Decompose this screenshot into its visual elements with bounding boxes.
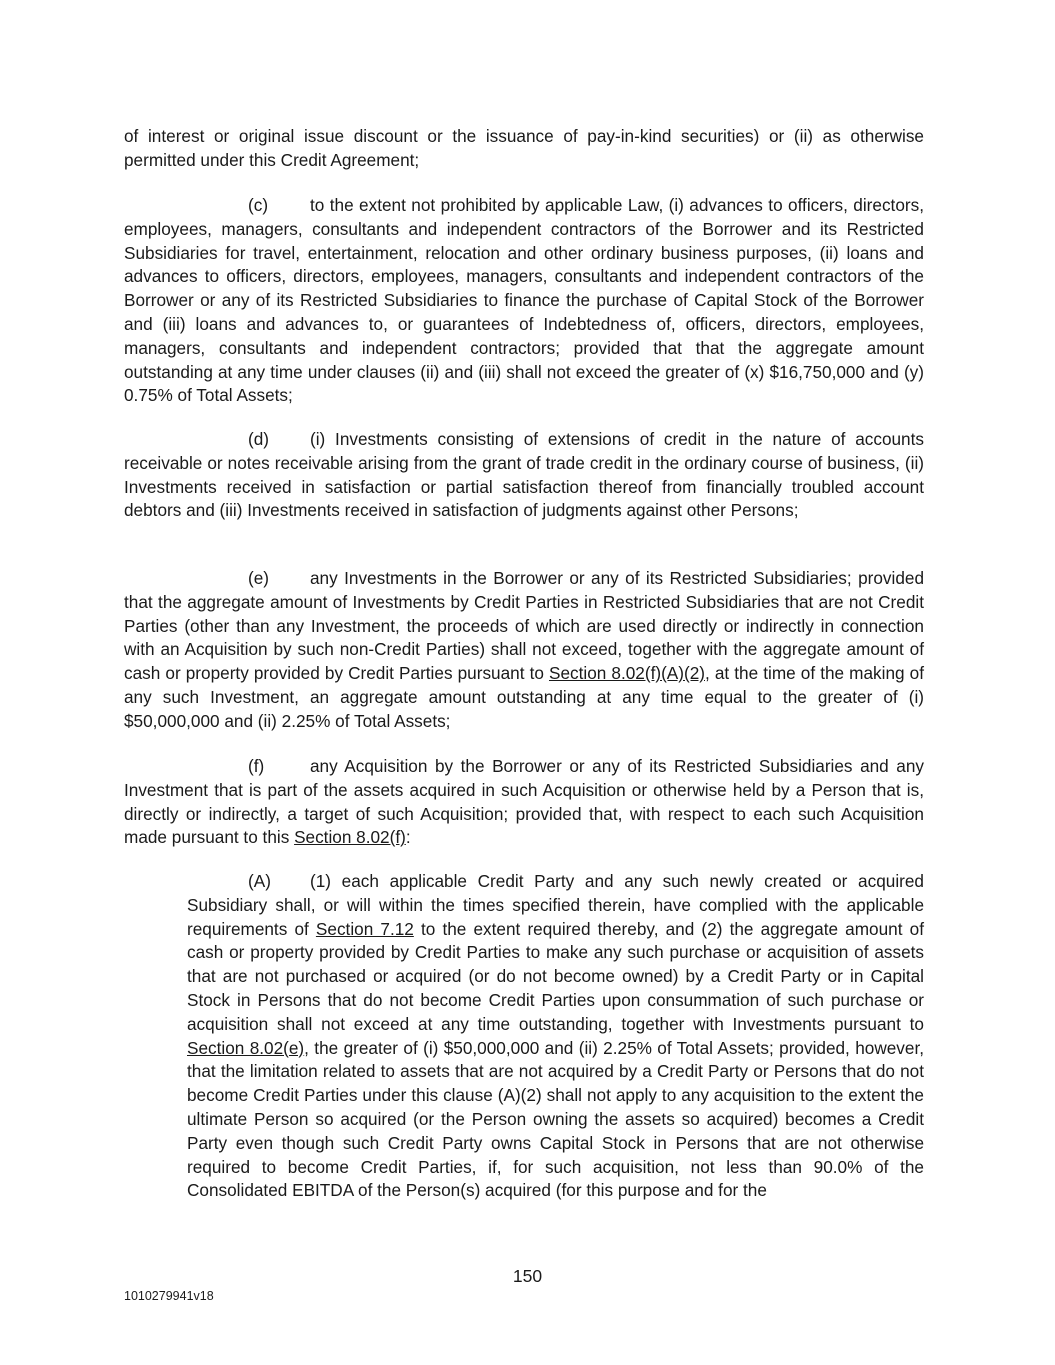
clause-text: any Acquisition by the Borrower or any of its Restricted Subsidiaries and any Investment that is part of the assets acquired in such Acquisition or otherwise held by a Person that is, directly or indirectly, a target of such Acquisition; provided that, with respect to each such Acquisition made pursuant to this (124, 756, 924, 848)
section-reference: Section 8.02(f) (294, 827, 406, 848)
clause-text: , the greater of (i) $50,000,000 and (ii) 2.25% of Total Assets; provided, however, that the limitation related to assets that are not acquired by a Credit Party or Persons that do not become Credit Parties under this clause (A)(2) shall not apply to any acquisition to the extent the ultimate Person so acquired (or the Person owning the assets so acquired) becomes a Credit Party even though such Credit Party owns Capital Stock in Persons that are not otherwise required to become Credit Parties, if, for such acquisition, not less than 90.0% of the Consolidated EBITDA of the Person(s) acquired (for this purpose and for the (187, 1037, 924, 1201)
clause-d (124, 428, 924, 523)
clause-text: any Investments in the Borrower or any of its Restricted Subsidiaries; provided that the aggregate amount of Investments by Credit Parties in Restricted Subsidiaries that are not Credit Parties (other than any Investment, the proceeds of which are used directly or indirectly in connection with an Acquisition by such non-Credit Parties) shall not exceed, together with the aggregate amount of cash or property provided by Credit Parties pursuant to (124, 568, 924, 684)
section-reference: Section 7.12 (315, 918, 414, 939)
paragraph-continuation (124, 125, 924, 173)
subclause-A (187, 870, 924, 1203)
clause-label: (d) (248, 429, 270, 449)
clause-e (124, 567, 924, 734)
clause-text: : (405, 827, 411, 848)
clause-text: to the extent not prohibited by applicable Law, (i) advances to officers, directors, employees, managers, consultants and independent contractors of the Borrower and its Restricted Subsidiaries for travel, entertainment, relocation and other ordinary business purposes, (ii) loans and advances to officers, directors, employees, managers, consultants and independent contractors of the Borrower or any of its Restricted Subsidiaries to finance the purchase of Capital Stock of the Borrower and (iii) loans and advances to, or guarantees of Indebtedness of, officers, directors, employees, managers, consultants and independent contractors; provided that that the aggregate amount outstanding at any time under clauses (ii) and (iii) shall not exceed the greater of (x) $16,750,000 and (y) 0.75% of Total Assets; (124, 195, 924, 406)
clause-text: (1) each applicable Credit Party and any such newly created or acquired Subsidiary shall, or will within the times specified therein, have complied with the applicable requirements of (187, 871, 924, 939)
clause-text: to the extent required thereby, and (2) the aggregate amount of cash or property provided by Credit Parties to make any such purchase or acquisition of assets that are not purchased or acquired (or do not become owned) by a Credit Party or in Capital Stock in Persons that do not become Credit Parties upon consummation of such purchase or acquisition shall not exceed at any time outstanding, together with Investments pursuant to (187, 918, 924, 1034)
clause-text: , at the time of the making of any such Investment, an aggregate amount outstanding at any time equal to the greater of (i) $50,000,000 and (ii) 2.25% of Total Assets; (124, 663, 924, 731)
section-reference: Section 8.02(e) (187, 1037, 305, 1058)
page-number: 150 (512, 1266, 543, 1286)
clause-label: (c) (248, 195, 269, 215)
clause-label: (e) (248, 568, 270, 588)
document-id: 1010279941v18 (124, 1289, 214, 1303)
clause-f (124, 755, 924, 850)
section-reference: Section 8.02(f)(A)(2) (549, 663, 705, 684)
clause-c (124, 194, 924, 408)
paragraph-text: of interest or original issue discount or the issuance of pay-in-kind securities) or (ii) as otherwise permitted under this Credit Agreement; (124, 126, 924, 170)
clause-label: (f) (248, 756, 265, 776)
clause-text: (i) Investments consisting of extensions of credit in the nature of accounts receivable or notes receivable arising from the grant of trade credit in the ordinary course of business, (ii) Investments received in satisfaction or partial satisfaction thereof from financially troubled account debtors and (iii) Investments received in satisfaction of judgments against other Persons; (124, 429, 924, 521)
clause-label: (A) (248, 871, 271, 891)
